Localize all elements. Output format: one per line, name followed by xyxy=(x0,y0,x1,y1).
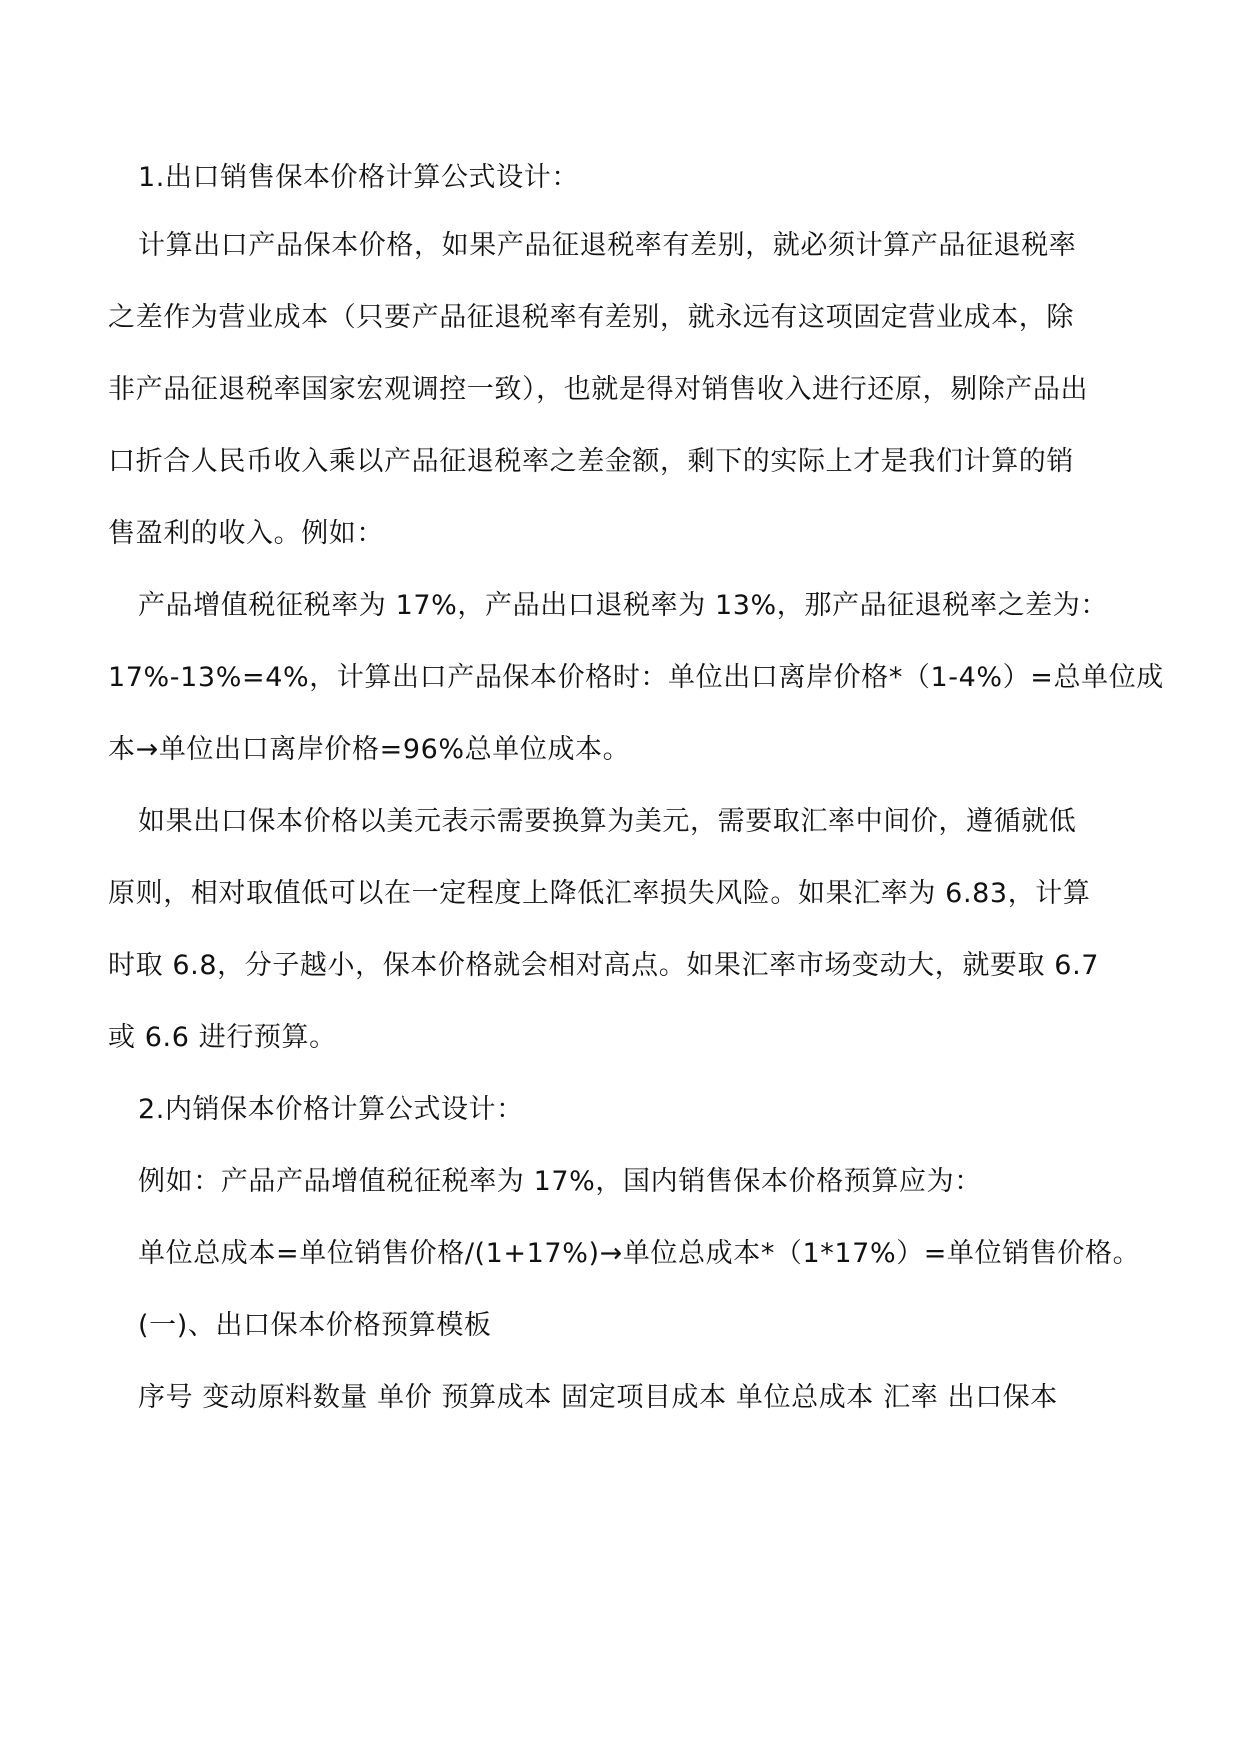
section-heading-domestic: 2.内销保本价格计算公式设计： xyxy=(138,1094,524,1125)
paragraph-line: 例如：产品产品增值税征税率为 17%，国内销售保本价格预算应为： xyxy=(138,1166,982,1197)
paragraph-line: 口折合人民币收入乘以产品征退税率之差金额，剩下的实际上才是我们计算的销 xyxy=(108,446,1074,477)
paragraph-line: 售盈利的收入。例如： xyxy=(108,518,384,549)
formula-line: 单位总成本=单位销售价格/(1+17%)→单位总成本*（1*17%）=单位销售价格。 xyxy=(138,1238,1141,1269)
section-heading-export: 1.出口销售保本价格计算公式设计： xyxy=(138,162,579,193)
paragraph-line: 时取 6.8，分子越小，保本价格就会相对高点。如果汇率市场变动大，就要取 6.7 xyxy=(108,950,1100,981)
paragraph-line: 计算出口产品保本价格，如果产品征退税率有差别，就必须计算产品征退税率 xyxy=(138,230,1077,261)
paragraph-line: 或 6.6 进行预算。 xyxy=(108,1022,337,1053)
paragraph-line: 之差作为营业成本（只要产品征退税率有差别，就永远有这项固定营业成本，除 xyxy=(108,302,1074,333)
paragraph-line: 原则，相对取值低可以在一定程度上降低汇率损失风险。如果汇率为 6.83，计算 xyxy=(108,878,1091,909)
paragraph-line: 17%-13%=4%，计算出口产品保本价格时：单位出口离岸价格*（1-4%）=总单位成 xyxy=(108,662,1164,693)
paragraph-line: 非产品征退税率国家宏观调控一致），也就是得对销售收入进行还原，剔除产品出 xyxy=(108,374,1089,405)
paragraph-line: 产品增值税征税率为 17%，产品出口退税率为 13%，那产品征退税率之差为： xyxy=(138,590,1108,621)
table-header-line: 序号 变动原料数量 单价 预算成本 固定项目成本 单位总成本 汇率 出口保本 xyxy=(138,1382,1058,1413)
subsection-heading-template: (一)、出口保本价格预算模板 xyxy=(138,1310,492,1341)
paragraph-line: 本→单位出口离岸价格=96%总单位成本。 xyxy=(108,734,631,765)
paragraph-line: 如果出口保本价格以美元表示需要换算为美元，需要取汇率中间价，遵循就低 xyxy=(138,806,1077,837)
